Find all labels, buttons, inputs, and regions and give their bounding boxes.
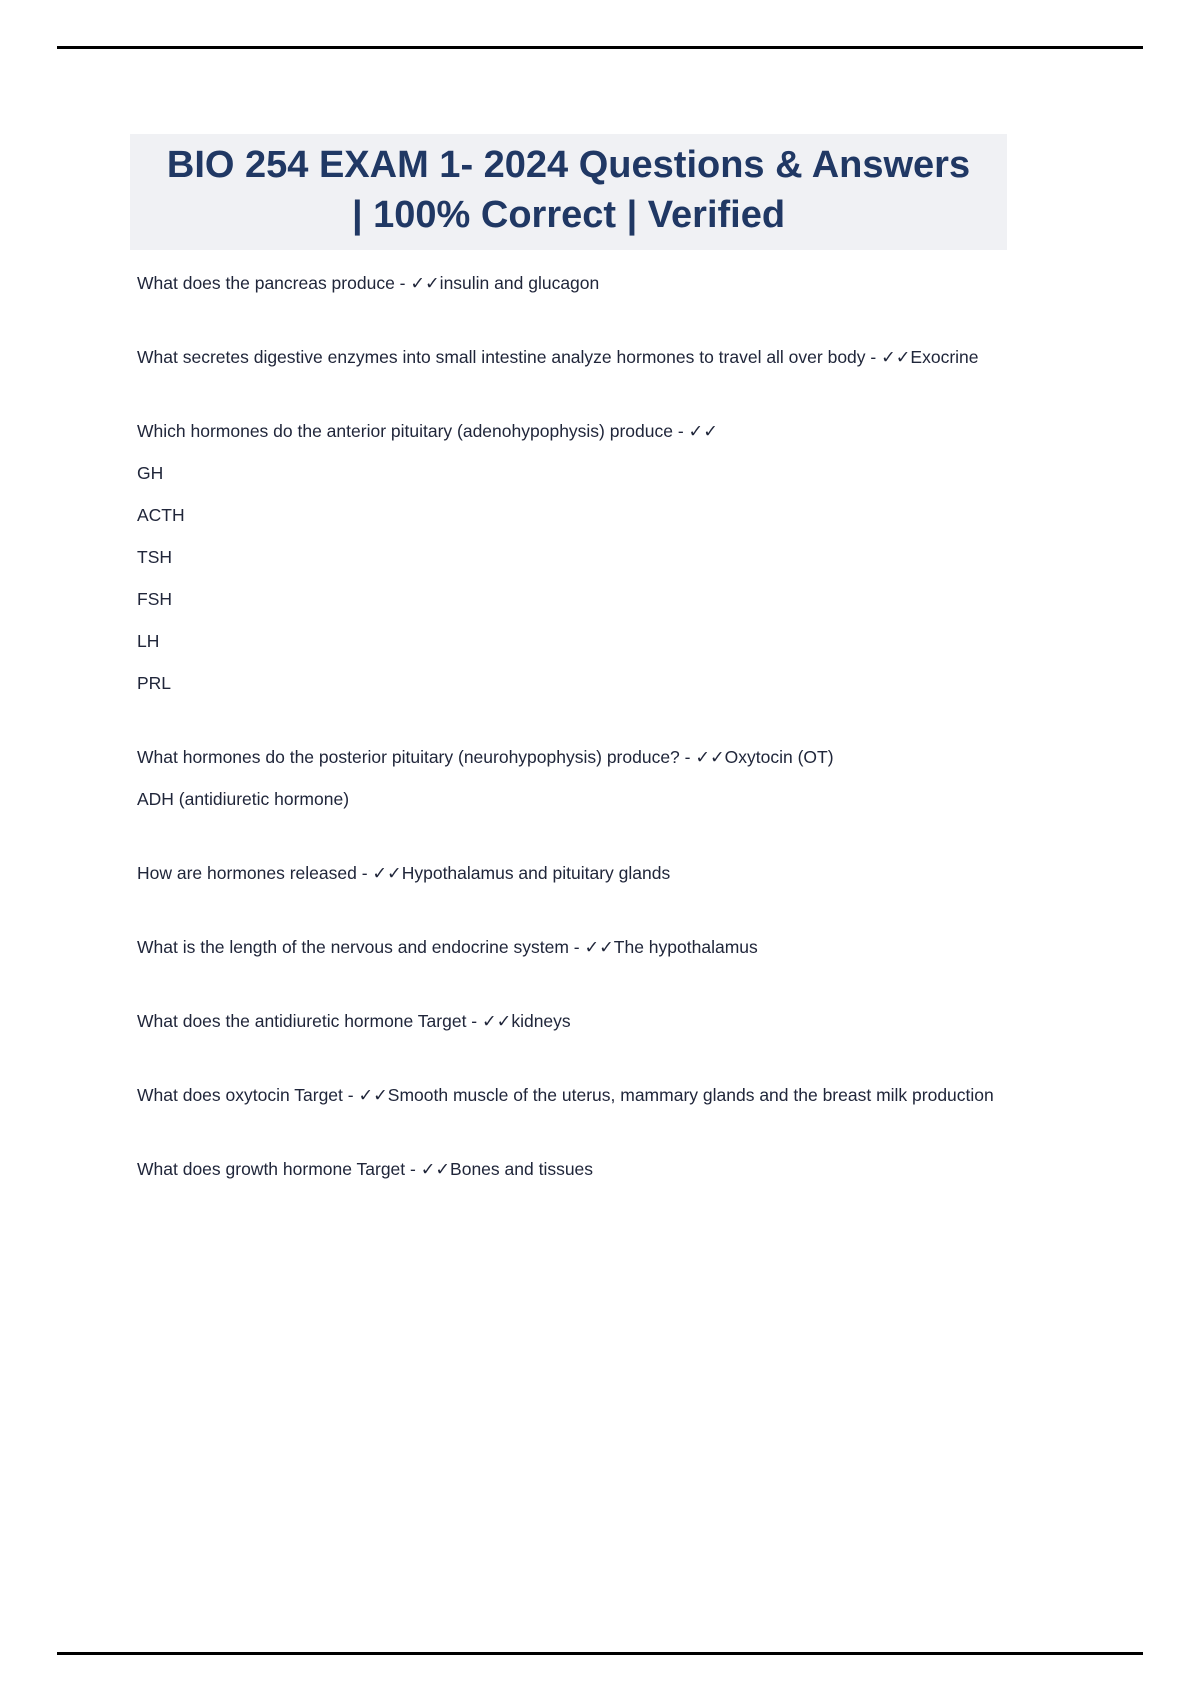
bottom-rule (57, 1652, 1143, 1655)
qa-line: PRL (137, 673, 172, 693)
qa-line: What does growth hormone Target - ✓✓Bones and tissues (137, 1159, 594, 1179)
qa-line: Which hormones do the anterior pituitary (adenohypophysis) produce - ✓✓ (137, 421, 718, 441)
qa-block (137, 342, 1065, 372)
qa-line: GH (137, 463, 164, 483)
qa-block (137, 416, 1065, 698)
qa-block (137, 268, 1065, 298)
qa-block (137, 932, 1065, 962)
qa-line: ACTH (137, 505, 185, 525)
top-rule (57, 46, 1143, 49)
qa-line: What does oxytocin Target - ✓✓Smooth muscle of the uterus, mammary glands and the breast milk production (137, 1085, 994, 1105)
qa-line: What hormones do the posterior pituitary (neurohypophysis) produce? - ✓✓Oxytocin (OT) (137, 747, 834, 767)
qa-content (137, 268, 1065, 1228)
qa-line: ADH (antidiuretic hormone) (137, 789, 350, 809)
title-line-1: BIO 254 EXAM 1- 2024 Questions & Answers (166, 144, 971, 186)
qa-line: What is the length of the nervous and endocrine system - ✓✓The hypothalamus (137, 937, 758, 957)
qa-block (137, 1006, 1065, 1036)
qa-line: LH (137, 631, 160, 651)
qa-line: What does the pancreas produce - ✓✓insulin and glucagon (137, 273, 600, 293)
qa-line: What secretes digestive enzymes into small intestine analyze hormones to travel all over body - ✓✓Exocrine (137, 347, 979, 367)
qa-line: FSH (137, 589, 172, 609)
document-title (130, 134, 1007, 250)
qa-block (137, 858, 1065, 888)
qa-block (137, 742, 1065, 814)
title-line-2: | 100% Correct | Verified (351, 194, 786, 236)
qa-block (137, 1080, 1065, 1110)
qa-line: What does the antidiuretic hormone Target - ✓✓kidneys (137, 1011, 571, 1031)
qa-block (137, 1154, 1065, 1184)
qa-line: How are hormones released - ✓✓Hypothalamus and pituitary glands (137, 863, 671, 883)
qa-line: TSH (137, 547, 172, 567)
